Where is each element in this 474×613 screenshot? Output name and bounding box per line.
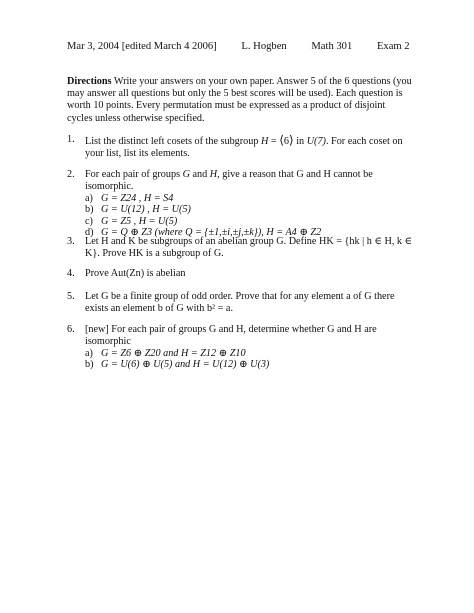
header-date: Mar 3, 2004 [edited March 4 2006] xyxy=(67,41,217,52)
question-number: 1. xyxy=(67,134,75,145)
question-number: 6. xyxy=(67,324,75,335)
question-number: 2. xyxy=(67,169,75,180)
question-text: Let H and K be subgroups of an abelian group G. Define HK = {hk | h ∈ H, k ∈ K}. Prove HK is a subgroup of G. xyxy=(85,236,413,259)
question-6 xyxy=(67,324,417,371)
question-1 xyxy=(67,134,417,160)
question-5 xyxy=(67,291,417,315)
directions-paragraph xyxy=(67,76,412,125)
question-text: Let G be a finite group of odd order. Prove that for any element a of G there exists an element b of G with b² = a. xyxy=(85,291,395,314)
header-course: Math 301 xyxy=(311,41,353,52)
subpart-a: a) G = Z24 , H = S4 xyxy=(85,193,174,204)
question-text: List the distinct left cosets of the subgroup H = ⟨6⟩ in U(7). For each coset on your list, list its elements. xyxy=(85,133,403,159)
question-2 xyxy=(67,169,417,239)
question-number: 5. xyxy=(67,291,75,302)
subpart-d: d) G = Q ⊕ Z3 (where Q = {±1,±i,±j,±k}), H = A4 ⊕ Z2 xyxy=(85,227,322,239)
question-text: For each pair of groups G and H, give a reason that G and H cannot be isomorphic. xyxy=(85,169,373,192)
question-4 xyxy=(67,268,417,280)
question-number: 4. xyxy=(67,268,75,279)
subpart-c: c) G = Z5 , H = U(5) xyxy=(85,215,178,227)
header-exam: Exam 2 xyxy=(376,41,410,52)
subpart-b: b) G = U(12) , H = U(5) xyxy=(85,204,191,216)
question-3 xyxy=(67,236,417,260)
exam-header xyxy=(67,41,410,52)
question-text: Prove Aut(Zn) is abelian xyxy=(85,268,186,279)
question-text: [new] For each pair of groups G and H, determine whether G and H are isomorphic xyxy=(85,324,377,347)
directions-text: Write your answers on your own paper. Answer 5 of the 6 questions (you may answer all questions but only the 5 best scores will be used). Each question is worth 10 points. Every permutation must be expressed as a product of disjoint cycles unless otherwise specified. xyxy=(67,76,412,124)
question-number: 3. xyxy=(67,236,75,247)
directions-label: Directions xyxy=(67,76,112,87)
header-author: L. Hogben xyxy=(241,41,287,52)
subpart-b: b) G = U(6) ⊕ U(5) and H = U(12) ⊕ U(3) xyxy=(85,359,270,371)
subpart-a: a) G = Z6 ⊕ Z20 and H = Z12 ⊕ Z10 xyxy=(85,348,246,359)
